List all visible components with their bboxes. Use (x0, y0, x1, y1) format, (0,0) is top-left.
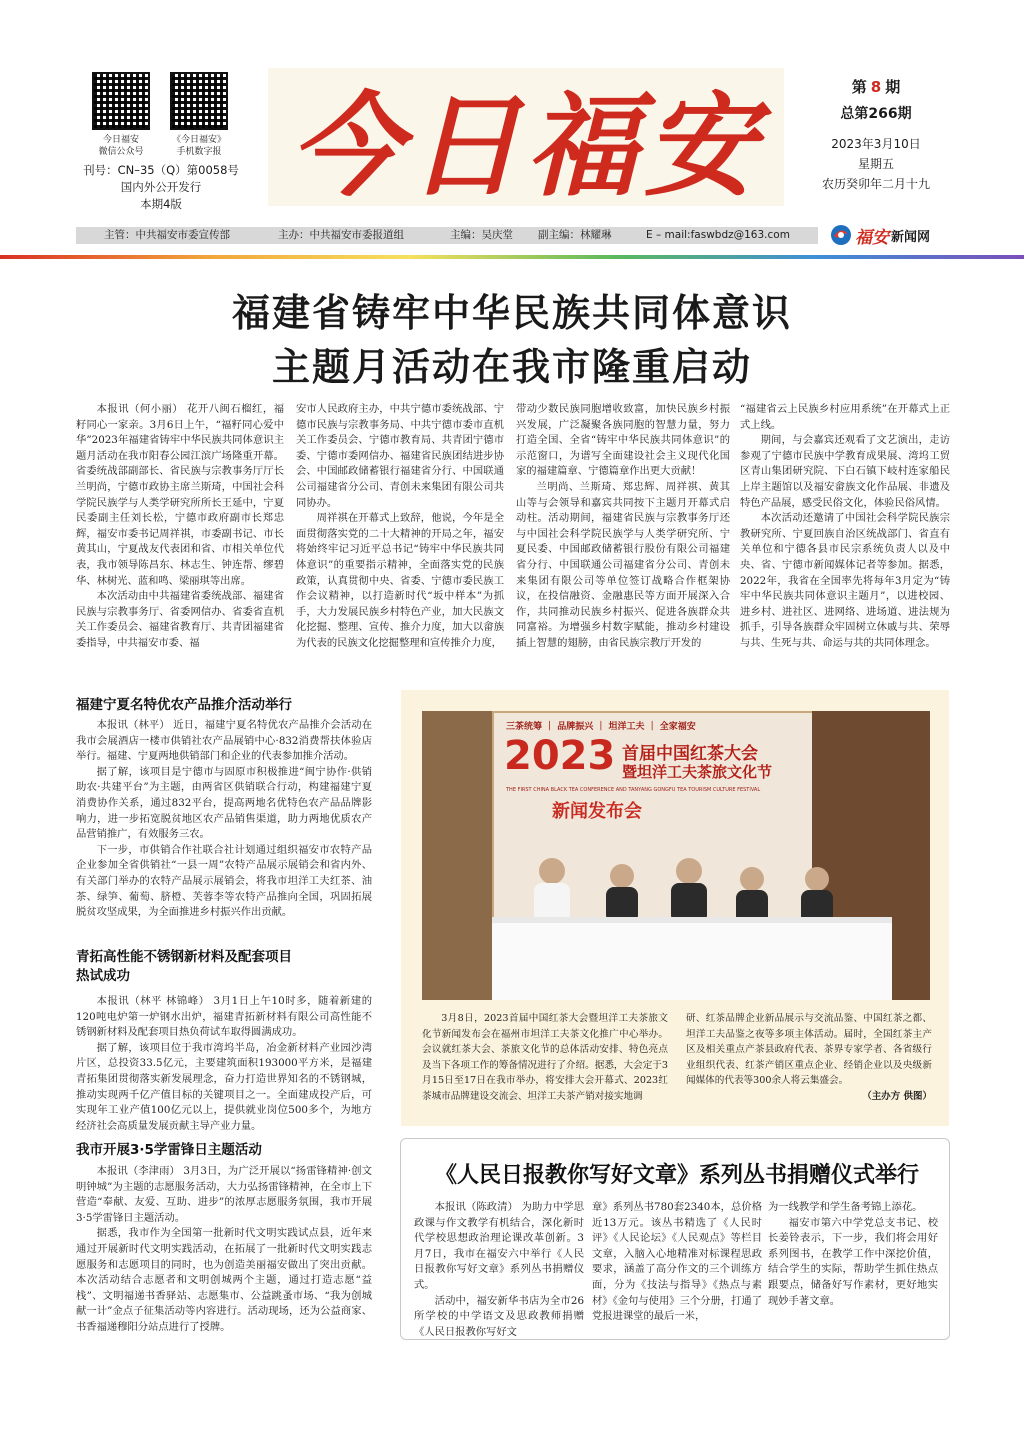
lead-headline-line2: 主题月活动在我市隆重启动 (271, 345, 752, 389)
book-col2-p1: 章》系列丛书780套2340本，总价格近13万元。该丛书精选了《人民时评》《人民论坛》《人民观点》等栏目文章，入脑入心地精准对标课程思政要求，涵盖了高分作文的三个训练方面，分为《技法与指导》《热点与素材》《金句与使用》三个分册，打通了党报进课堂的最后一米， (592, 1201, 762, 1323)
issue-number: 8 (870, 78, 882, 96)
backdrop-year: 2023 (504, 733, 616, 779)
email: E – mail:faswbdz@163.com (646, 229, 790, 241)
lead-article-col1 (76, 402, 284, 652)
book-col3-p1: 为一线教学和学生备考锦上添花。 (768, 1201, 923, 1213)
qr-caption-2a: 《今日福安》 (171, 135, 226, 145)
header-divider (0, 255, 1024, 259)
qr-caption-1a: 今日福安 (102, 135, 139, 145)
lead-headline-line1: 福建省铸牢中华民族共同体意识 (231, 291, 792, 335)
lead-article-col4 (740, 402, 950, 652)
photo-caption-col1 (422, 1011, 668, 1105)
backdrop-event: 新闻发布会 (552, 801, 642, 822)
qr-caption-1b: 微信公众号 (98, 147, 144, 157)
caption-p1: 3月8日，2023首届中国红茶大会暨坦洋工夫茶旅文化节新闻发布会在福州市坦洋工夫茶文化推广中心举办。会议就红茶大会、茶旅文化节的总体活动安排、特色亮点及当下各项工作的筹备情况进行了介绍。据悉，大会定于3月15日至17日在我市举办，将安排大会开幕式、2023红茶城市品牌建设交流会、坦洋工夫茶产销对接实地调 (422, 1013, 668, 1102)
issue-info (824, 76, 928, 123)
backdrop-slogan: 三茶统筹 ｜ 品牌振兴 ｜ 坦洋工夫 ｜ 全家福安 (506, 722, 696, 732)
photo-caption-col2 (686, 1011, 932, 1105)
issue-weekday: 星期五 (857, 157, 894, 171)
leifeng-p2: 据悉，我市作为全国第一批新时代文明实践试点县，近年来通过开展新时代文明实践活动，在拓展了一批新时代文明实践志愿服务和志愿项目的同时，也为创造美丽福安做出了突出贡献。本次活动结合志愿者和文明创城两个主题，通过打造志愿“益栈”、文明福递书香驿站、志愿集市、公益跳蚤市场、“我为创城献一计”金点子征集活动等内容进行。活动现场，还为公益商家、书香福递穆阳分站点进行了授牌。 (76, 1227, 372, 1333)
ningxia-p3: 下一步，市供销合作社联合社计划通过组织福安市农特产品企业参加全省供销社“一县一周”农特产品展示展销会和省内外、有关部门举办的农特产品展示展销会，将我市坦洋工夫红茶、油茶、绿笋、葡萄、脐橙、芙蓉李等农特产品推向全国，巩固拓展脱贫攻坚成果，为全面推进乡村振兴作出贡献。 (76, 843, 372, 919)
press-conference-photo (422, 711, 930, 1000)
backdrop-title-1: 首届中国红茶大会 (622, 744, 758, 764)
speakers-group (422, 711, 930, 1000)
lead-col3-p1: 带动少数民族同胞增收致富，加快民族乡村振兴发展，广泛凝聚各族同胞的智慧力量，努力打造全国、全省“铸牢中华民族共同体意识”的示范窗口，为谱写全面建设社会主义现代化国家的福建篇章、宁德篇章作出更大贡献！ (516, 403, 730, 478)
qr-code-icon (170, 72, 228, 130)
issue-number-line (824, 76, 928, 97)
news-site-name: 新闻网 (891, 229, 931, 245)
masthead-info-bar (76, 227, 818, 244)
backdrop-title-2: 暨坦洋工夫茶旅文化节 (622, 763, 773, 781)
editor: 主编：吴庆堂 (450, 229, 513, 241)
issue-date: 2023年3月10日 (831, 137, 921, 151)
qr-code-icon (92, 72, 150, 130)
lead-article-col2 (296, 402, 504, 652)
deputy-editor: 副主编：林耀琳 (538, 229, 612, 241)
backdrop-english: THE FIRST CHINA BLACK TEA CONFERENCE AND TANYANG GONGFU TEA TOURISM CULTURE FESTIVAL (506, 787, 761, 793)
publication-number: 刊号：CN–35（Q）第0058号 (83, 163, 239, 177)
lead-col1-p2: 本次活动由中共福建省委统战部、福建省民族与宗教事务厅、省委网信办、省委省直机关工作委员会、福建省教育厅、共青团福建省委指导，中共福安市委、福 (76, 590, 284, 649)
book-col2 (592, 1200, 762, 1325)
lead-col4-p1: “福建省云上民族乡村应用系统”在开幕式上正式上线。 (740, 403, 950, 431)
ningxia-p2: 据了解，该项目是宁德市与固原市积极推进“闽宁协作·供销助农·共建平台”为主题，由两省区供销联合行动，构建福建宁夏消费协作关系，通过832平台，提高两地名优特色农产品品牌影响力，进一步拓宽脱贫地区农产品销售渠道，助力两地优质农产品营销推广，有效服务三农。 (76, 765, 372, 841)
masthead (268, 68, 784, 212)
ningxia-article-body (76, 718, 372, 921)
news-site-logo (830, 222, 930, 248)
total-issue: 总第266期 (840, 106, 912, 122)
organizer: 主办：中共福安市委报道组 (278, 229, 404, 241)
lead-col1-p1: 本报讯（何小丽） 花开八闽石榴红，福籽同心一家亲。3月6日上午，“福籽同心爱中华”2023年福建省铸牢中华民族共同体意识主题月活动在我市阳春公园江滨广场隆重开幕。省委统战部副部长、省民族与宗教事务厅厅长兰明尚，宁德市政协主席兰斯琦，中国社会科学院民族学与人类学研究所所长王延中，宁夏民委副主任刘长松，宁德市政府副市长郑忠辉，福安市委书记周祥祺，市委副书记、市长黄其山，宁夏战友代表团和省、市相关单位代表，我市领导陈昌东、林志生、钟连帮、缪碧华、林树光、蓝和鸣、梁丽琪等出席。 (76, 403, 284, 587)
lead-col4-p2: 期间，与会嘉宾还观看了文艺演出，走访参观了宁德市民族中学教育成果展、湾坞工贸区青山集团研究院、下白石镇下岐村连家船民上岸主题馆以及福安畲族文化作品展、非遗及特色产品展，感受民俗文化，体验民俗风情。 (740, 434, 950, 509)
book-col1 (414, 1200, 584, 1340)
book-col3 (768, 1200, 938, 1309)
sponsor: 主管：中共福安市委宣传部 (104, 229, 230, 241)
date-info (808, 134, 944, 194)
steel-title-line1: 青拓高性能不锈钢新材料及配套项目 (76, 949, 292, 965)
news-site-logo-text: 福安 (855, 227, 889, 248)
book-article-title: 《人民日报教你写好文章》系列丛书捐赠仪式举行 (434, 1163, 919, 1188)
book-col3-p2: 福安市第六中学党总支书记、校长姜铃表示，下一步，我们将会用好系列图书，在教学工作中深挖价值，结合学生的实际，帮助学生抓住热点跟要点，储备好写作素材，更好地实现妙手著文章。 (768, 1216, 938, 1307)
ningxia-p1: 本报讯（林平） 近日，福建宁夏名特优农产品推介会活动在我市会展酒店一楼市供销社农产品展销中心·832消费帮扶体验店举行。福建、宁夏两地供销部门和企业的代表参加推介活动。 (76, 719, 372, 763)
lead-col2-p1: 安市人民政府主办，中共宁德市委统战部、宁德市民族与宗教事务局、中共宁德市委市直机关工作委员会、宁德市教育局、共青团宁德市委、宁德市委网信办、福建省民族团结进步协会、中国邮政储蓄银行福建省分行、中国联通公司福建省分公司、青创未来集团有限公司共同协办。 (296, 403, 504, 509)
swirl-logo-icon (830, 224, 852, 246)
book-col1-p1: 本报讯（陈政清） 为助力中学思政课与作文教学有机结合，深化新时代学校思想政治理论课改革创新。3月7日，我市在福安六中举行《人民日报教你写好文章》系列丛书捐赠仪式。 (414, 1201, 584, 1291)
qr-caption-2b: 手机数字报 (176, 147, 222, 157)
publication-meta (78, 162, 244, 213)
steel-p2: 据了解，该项目位于我市湾坞半岛，冶金新材料产业园沙湾片区，总投资33.5亿元，主要建筑面积193000平方米，是福建青拓集团贯彻落实新发展理念，奋力打造世界知名的不锈钢城，推动实现两千亿产值目标的关键项目之一。全面建成投产后，可实现年工业产值100亿元以上，提供就业岗位500多个，为地方经济社会高质量发展贡献主导产业力量。 (76, 1041, 372, 1132)
distribution: 国内外公开发行 (120, 180, 202, 194)
leifeng-p1: 本报讯（李津雨） 3月3日，为广泛开展以“扬雷锋精神·创文明钟城”为主题的志愿服务活动，大力弘扬雷锋精神，在全市上下营造“奉献、友爱、互助、进步”的浓厚志愿服务氛围，我市开展3·5学雷锋日主题活动。 (76, 1165, 372, 1224)
lunar-date: 农历癸卯年二月十九 (821, 177, 930, 191)
ningxia-article-title: 福建宁夏名特优农产品推介活动举行 (76, 697, 292, 713)
steel-p1: 本报讯（林平 林锦峰） 3月1日上午10时多，随着新建的120吨电炉第一炉钢水出炉，福建青拓新材料有限公司高性能不锈钢新材料及配套项目热负荷试车取得圆满成功。 (76, 995, 372, 1039)
lead-col3-p2: 兰明尚、兰斯琦、郑忠辉、周祥祺、黄其山等与会领导和嘉宾共同按下主题月开幕式启动柱。活动期间，福建省民族与宗教事务厅还与中国社会科学院民族学与人类学研究所、宁夏民委、中国邮政储蓄银行股份有限公司福建省分行、中国联通公司福建省分公司、青创未来集团有限公司等单位签订战略合作框架协议，在投信融资、金融惠民等方面开展深入合作，共同推动民族乡村振兴、促进各族群众共同富裕。为增强乡村数字赋能，推动乡村建设插上智慧的翅膀，由省民族宗教厅开发的 (516, 480, 730, 649)
steel-title-line2: 热试成功 (76, 968, 130, 984)
steel-article-body (76, 994, 372, 1134)
steel-article-title (76, 948, 372, 986)
lead-article-col3 (516, 402, 730, 652)
book-col1-p2: 活动中，福安新华书店为全市26所学校的中学语文及思政教师捐赠《人民日报教你写好文 (414, 1294, 584, 1338)
photo-credit: （主办方 供图） (862, 1090, 932, 1102)
lead-col4-p3: 本次活动还邀请了中国社会科学院民族宗教研究所、宁夏回族自治区统战部门、省直有关单位和宁德各县市民宗系统负责人以及中央、省、宁德市新闻媒体记者等参加。据悉，2022年，我省在全国率先将每年3月定为“铸牢中华民族共同体意识主题月”，以进校园、进乡村、进社区、进网络、进场道、进法规为抓手，引导各族群众牢固树立休戚与共、荣辱与共、生死与共、命运与共的共同体理念。 (740, 512, 950, 649)
qr-wechat (88, 72, 154, 158)
issue-suffix: 期 (885, 78, 901, 96)
leifeng-article-title: 我市开展3·5学雷锋日主题活动 (76, 1142, 262, 1158)
edition-pages: 本期4版 (140, 197, 182, 211)
leifeng-article-body (76, 1164, 372, 1336)
issue-prefix: 第 (851, 78, 867, 96)
lead-col2-p2: 周祥祺在开幕式上致辞，他说，今年是全面贯彻落实党的二十大精神的开局之年，福安将始终牢记习近平总书记“铸牢中华民族共同体意识”的重要指示精神，全面落实党的民族政策，认真贯彻中央、省委、宁德市委民族工作会议精神，以打造新时代“坂中样本”为抓手，大力发展民族乡村特色产业，加大民族文化挖掘、整理、宣传、推介力度，加大以畲族为代表的民族文化挖掘整理和宣传推介力度， (296, 512, 504, 649)
caption-p2: 研、红茶品牌企业新品展示与交流品鉴、中国红茶之都、坦洋工夫品鉴之夜等多项主体活动。届时，全国红茶主产区及相关重点产茶县政府代表、茶界专家学者、各省级行业组织代表、红茶产销区重点企业、经销企业以及央级新闻媒体的代表等300余人将云集盛会。 (686, 1013, 932, 1087)
masthead-title: 今日福安 (290, 80, 762, 212)
qr-mobile-paper (166, 72, 232, 158)
